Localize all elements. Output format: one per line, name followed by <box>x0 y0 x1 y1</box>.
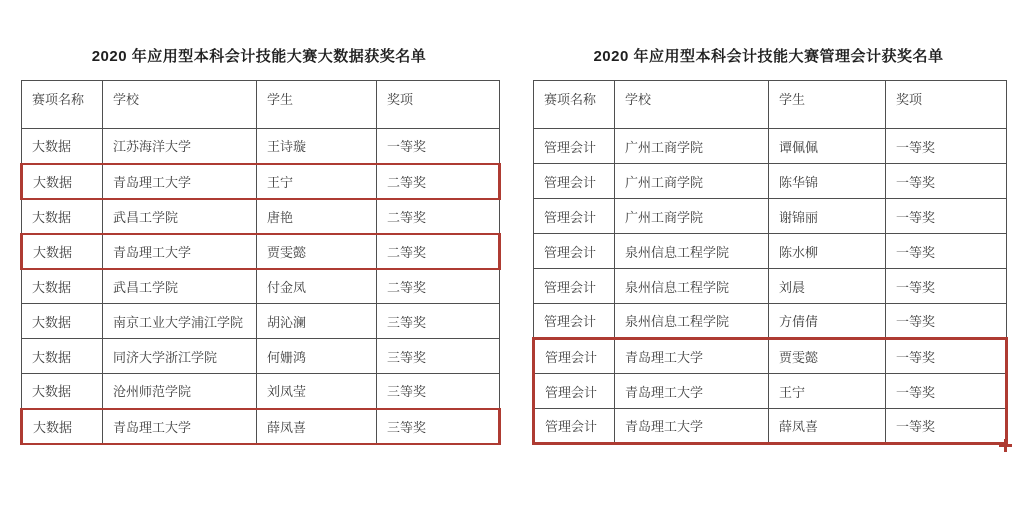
column-header-award: 奖项 <box>886 81 1007 129</box>
big-data-table-wrap <box>20 80 498 445</box>
table-cell: 青岛理工大学 <box>103 164 257 199</box>
table-cell: 武昌工学院 <box>103 199 257 234</box>
big-data-table-title: 2020 年应用型本科会计技能大赛大数据获奖名单 <box>91 48 427 65</box>
big-data-table <box>20 80 501 445</box>
table-cell: 贾雯懿 <box>257 234 377 269</box>
table-cell: 青岛理工大学 <box>615 374 769 409</box>
table-cell: 刘晨 <box>769 269 886 304</box>
management-accounting-table-wrap <box>532 80 1005 445</box>
table-cell: 江苏海洋大学 <box>103 129 257 164</box>
table-cell: 二等奖 <box>377 199 500 234</box>
table-cell: 南京工业大学浦江学院 <box>103 304 257 339</box>
table-cell: 管理会计 <box>534 409 615 444</box>
table-row <box>22 269 500 304</box>
table-cell: 王宁 <box>257 164 377 199</box>
table-cell: 何姗鸿 <box>257 339 377 374</box>
table-cell: 三等奖 <box>377 374 500 409</box>
table-row <box>22 409 500 444</box>
table-cell: 谢锦丽 <box>769 199 886 234</box>
management-accounting-award-section <box>532 47 1005 445</box>
management-accounting-table <box>532 80 1008 445</box>
table-cell: 一等奖 <box>886 304 1007 339</box>
table-cell: 大数据 <box>22 374 103 409</box>
table-cell: 陈华锦 <box>769 164 886 199</box>
table-cell: 管理会计 <box>534 374 615 409</box>
table-cell: 付金凤 <box>257 269 377 304</box>
table-cell: 管理会计 <box>534 339 615 374</box>
column-header-student: 学生 <box>257 81 377 129</box>
table-cell: 武昌工学院 <box>103 269 257 304</box>
table-cell: 王宁 <box>769 374 886 409</box>
table-cell: 胡沁澜 <box>257 304 377 339</box>
annotation-cross-marker <box>999 439 1012 452</box>
table-cell: 管理会计 <box>534 129 615 164</box>
table-cell: 大数据 <box>22 234 103 269</box>
table-cell: 一等奖 <box>886 199 1007 234</box>
table-cell: 广州工商学院 <box>615 199 769 234</box>
table-row <box>22 339 500 374</box>
table-cell: 刘凤莹 <box>257 374 377 409</box>
table-row <box>534 409 1007 444</box>
table-cell: 青岛理工大学 <box>615 339 769 374</box>
column-header-school: 学校 <box>615 81 769 129</box>
table-cell: 管理会计 <box>534 304 615 339</box>
table-row <box>22 374 500 409</box>
table-row <box>534 199 1007 234</box>
table-row <box>534 164 1007 199</box>
table-cell: 方倩倩 <box>769 304 886 339</box>
column-header-student: 学生 <box>769 81 886 129</box>
table-cell: 贾雯懿 <box>769 339 886 374</box>
table-cell: 大数据 <box>22 164 103 199</box>
table-cell: 大数据 <box>22 199 103 234</box>
table-cell: 大数据 <box>22 304 103 339</box>
table-cell: 青岛理工大学 <box>103 409 257 444</box>
table-cell: 一等奖 <box>886 409 1007 444</box>
table-row <box>534 339 1007 374</box>
table-cell: 谭佩佩 <box>769 129 886 164</box>
table-cell: 二等奖 <box>377 164 500 199</box>
column-header-school: 学校 <box>103 81 257 129</box>
table-cell: 青岛理工大学 <box>615 409 769 444</box>
table-cell: 薛凤喜 <box>257 409 377 444</box>
table-cell: 泉州信息工程学院 <box>615 269 769 304</box>
table-cell: 一等奖 <box>886 234 1007 269</box>
table-cell: 三等奖 <box>377 409 500 444</box>
table-row <box>22 199 500 234</box>
table-row <box>22 234 500 269</box>
table-cell: 广州工商学院 <box>615 129 769 164</box>
table-cell: 一等奖 <box>886 339 1007 374</box>
column-header-award: 奖项 <box>377 81 500 129</box>
table-cell: 泉州信息工程学院 <box>615 304 769 339</box>
management-accounting-table-title: 2020 年应用型本科会计技能大赛管理会计获奖名单 <box>593 48 944 65</box>
table-cell: 二等奖 <box>377 234 500 269</box>
table-cell: 管理会计 <box>534 164 615 199</box>
table-row <box>22 304 500 339</box>
table-cell: 广州工商学院 <box>615 164 769 199</box>
table-cell: 大数据 <box>22 339 103 374</box>
table-cell: 大数据 <box>22 129 103 164</box>
table-cell: 一等奖 <box>886 164 1007 199</box>
table-cell: 大数据 <box>22 269 103 304</box>
table-cell: 王诗璇 <box>257 129 377 164</box>
table-row <box>22 164 500 199</box>
table-cell: 唐艳 <box>257 199 377 234</box>
table-cell: 沧州师范学院 <box>103 374 257 409</box>
table-row <box>534 269 1007 304</box>
table-cell: 管理会计 <box>534 234 615 269</box>
table-row <box>534 304 1007 339</box>
table-row <box>22 129 500 164</box>
table-cell: 同济大学浙江学院 <box>103 339 257 374</box>
column-header-event: 赛项名称 <box>534 81 615 129</box>
table-cell: 薛凤喜 <box>769 409 886 444</box>
table-cell: 大数据 <box>22 409 103 444</box>
table-cell: 泉州信息工程学院 <box>615 234 769 269</box>
table-cell: 一等奖 <box>886 374 1007 409</box>
big-data-award-section <box>20 47 498 445</box>
table-cell: 青岛理工大学 <box>103 234 257 269</box>
table-cell: 一等奖 <box>377 129 500 164</box>
table-cell: 三等奖 <box>377 304 500 339</box>
table-row <box>534 129 1007 164</box>
header-row <box>22 81 500 129</box>
header-row <box>534 81 1007 129</box>
table-cell: 一等奖 <box>886 129 1007 164</box>
table-row <box>534 374 1007 409</box>
table-row <box>534 234 1007 269</box>
column-header-event: 赛项名称 <box>22 81 103 129</box>
table-cell: 陈水柳 <box>769 234 886 269</box>
table-cell: 管理会计 <box>534 199 615 234</box>
table-cell: 一等奖 <box>886 269 1007 304</box>
table-cell: 管理会计 <box>534 269 615 304</box>
table-cell: 二等奖 <box>377 269 500 304</box>
table-cell: 三等奖 <box>377 339 500 374</box>
